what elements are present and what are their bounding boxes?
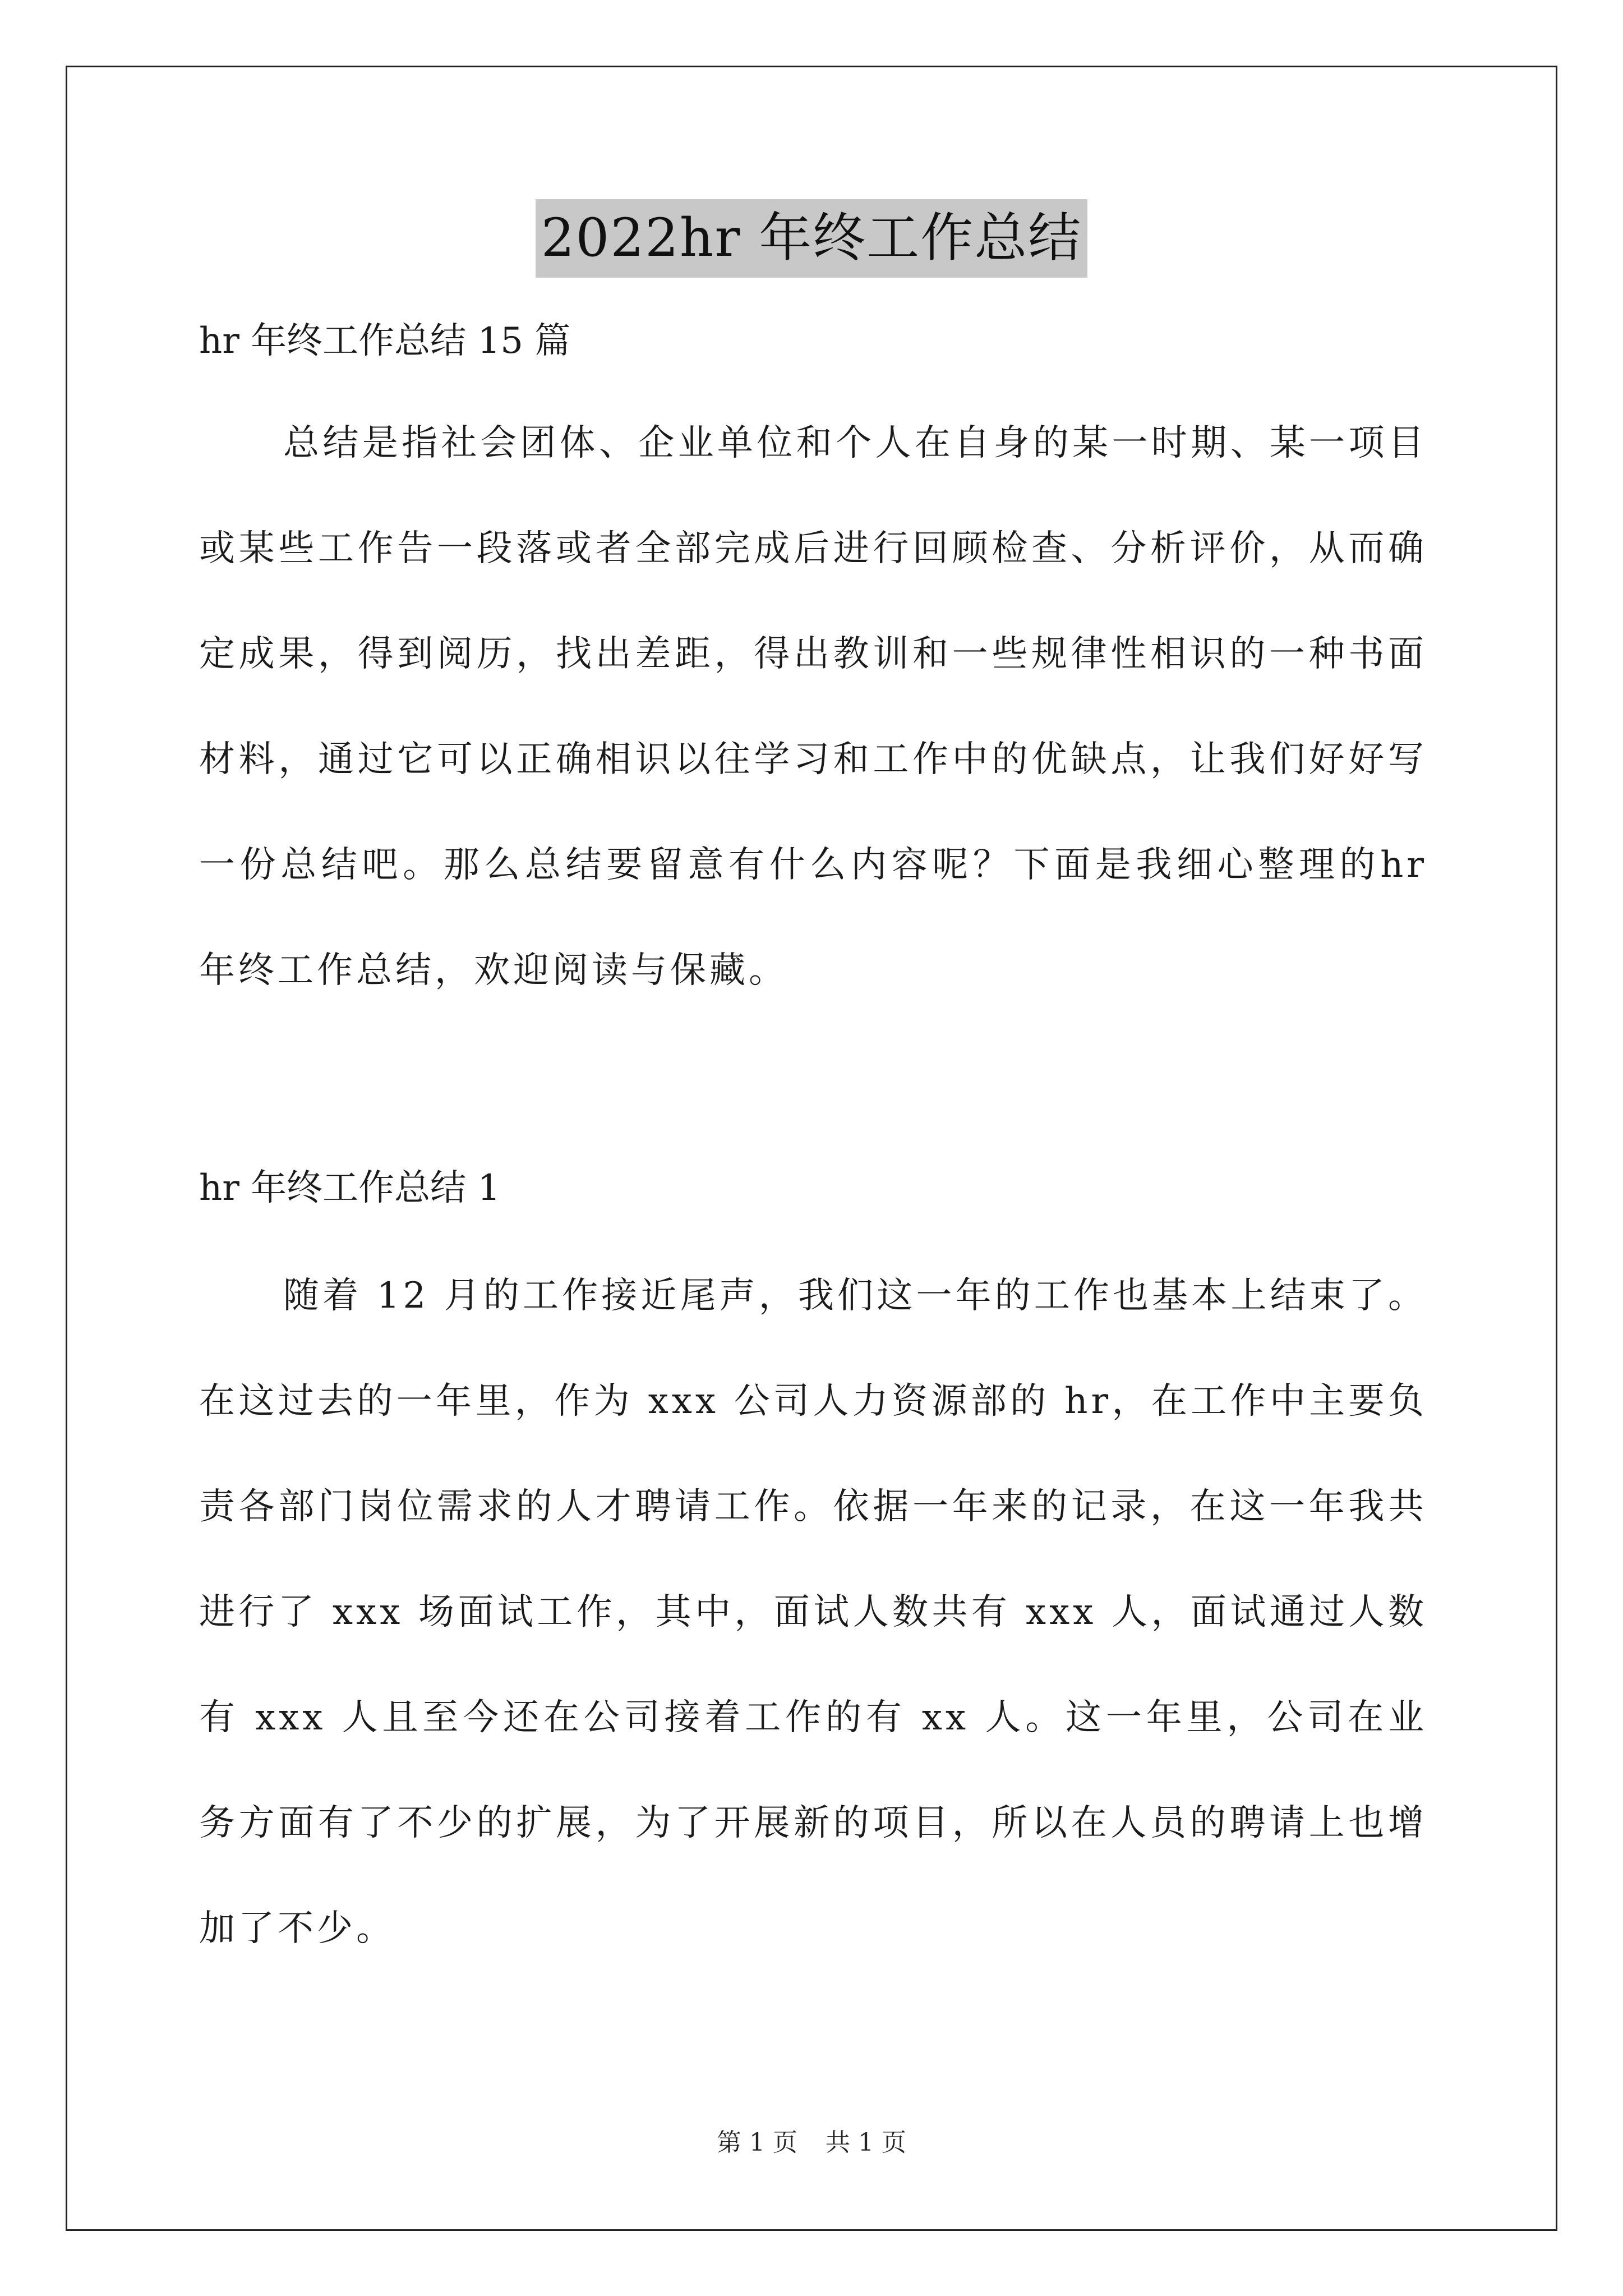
page-footer xyxy=(0,2126,1623,2160)
page-number-total: 共 1 页 xyxy=(826,2128,906,2157)
document-subtitle: hr 年终工作总结 15 篇 xyxy=(199,320,571,362)
section-heading: hr 年终工作总结 1 xyxy=(199,1167,501,1209)
section-paragraph: 随着 12 月的工作接近尾声，我们这一年的工作也基本上结束了。在这过去的一年里，作为 xxx 公司人力资源部的 hr，在工作中主要负责各部门岗位需求的人才聘请工作。依据一年来的记录，在这一年我共进行了 xxx 场面试工作，其中，面试人数共有 xxx 人，面试通过人数有 xxx 人且至今还在公司接着工作的有 xx 人。这一年里，公司在业务方面有了不少的扩展，为了开展新的项目，所以在人员的聘请上也增加了不少。 xyxy=(199,1275,1427,1949)
intro-paragraph: 总结是指社会团体、企业单位和个人在自身的某一时期、某一项目或某些工作告一段落或者全部完成后进行回顾检查、分析评价，从而确定成果，得到阅历，找出差距，得出教训和一些规律性相识的一种书面材料，通过它可以正确相识以往学习和工作中的优缺点，让我们好好写一份总结吧。那么总结要留意有什么内容呢？下面是我细心整理的hr 年终工作总结，欢迎阅读与保藏。 xyxy=(199,422,1427,991)
spacer xyxy=(199,1226,1427,1243)
spacer xyxy=(199,1023,1427,1150)
document-body xyxy=(199,303,1427,1981)
page-number-current: 第 1 页 xyxy=(717,2128,797,2157)
spacer xyxy=(199,379,1427,390)
document-title: 2022hr 年终工作总结 xyxy=(536,199,1088,278)
title-container xyxy=(0,199,1623,278)
